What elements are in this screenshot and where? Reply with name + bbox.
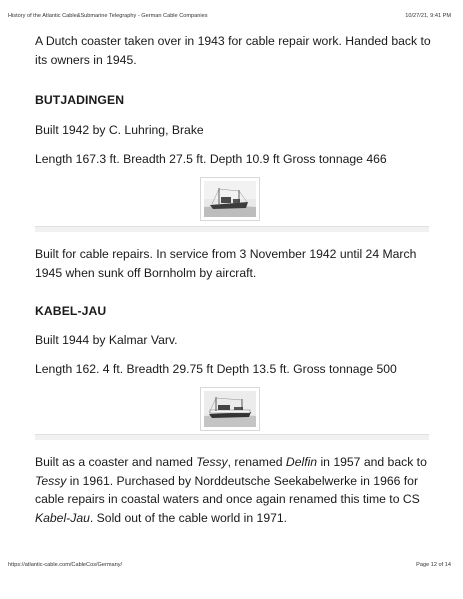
ship-name-kabel-jau: Kabel-Jau (35, 510, 90, 525)
page-header-title: History of the Atlantic Cable&Submarine Telegraphy - German Cable Companies (8, 13, 208, 19)
intro-paragraph: A Dutch coaster taken over in 1943 for cable repair work. Handed back to its owners in 1945. (35, 34, 431, 67)
ship-name-tessy: Tessy (35, 473, 67, 488)
butjadingen-photo-frame[interactable] (200, 177, 260, 221)
section-divider (35, 434, 429, 440)
ship-name-tessy: Tessy (196, 455, 228, 469)
kabeljau-heading: KABEL-JAU (35, 304, 107, 318)
page-header-datetime: 10/27/21, 9:41 PM (405, 13, 451, 19)
kabeljau-built: Built 1944 by Kalmar Varv. (35, 333, 178, 347)
butjadingen-ship-photo (204, 181, 256, 217)
kabeljau-specs: Length 162. 4 ft. Breadth 29.75 ft Depth 13.5 ft. Gross tonnage 500 (35, 362, 397, 376)
butjadingen-specs: Length 167.3 ft. Breadth 27.5 ft. Depth 10.9 ft Gross tonnage 466 (35, 152, 387, 166)
page-footer-url[interactable]: https://atlantic-cable.com/CableCos/Germany/ (8, 562, 123, 568)
kabeljau-ship-photo (204, 391, 256, 427)
kabeljau-photo-frame[interactable] (200, 387, 260, 431)
kabeljau-description: Built as a coaster and named Tessy, renamed Delfin in 1957 and back to Tessy in 1961. Purchased by Norddeutsche Seekabelwerke in 1966 for cable repairs in coastal waters and once again renamed this time to CS Kabel-Jau. Sold out of the cable world in 1971. (35, 455, 427, 525)
ship-name-delfin: Delfin (285, 455, 318, 469)
butjadingen-built: Built 1942 by C. Luhring, Brake (35, 123, 204, 137)
page-footer-page-number: Page 12 of 14 (416, 562, 451, 568)
section-divider (35, 226, 429, 232)
butjadingen-heading: BUTJADINGEN (35, 93, 125, 107)
butjadingen-description: Built for cable repairs. In service from 3 November 1942 until 24 March 1945 when sunk off Bornholm by aircraft. (35, 247, 417, 280)
